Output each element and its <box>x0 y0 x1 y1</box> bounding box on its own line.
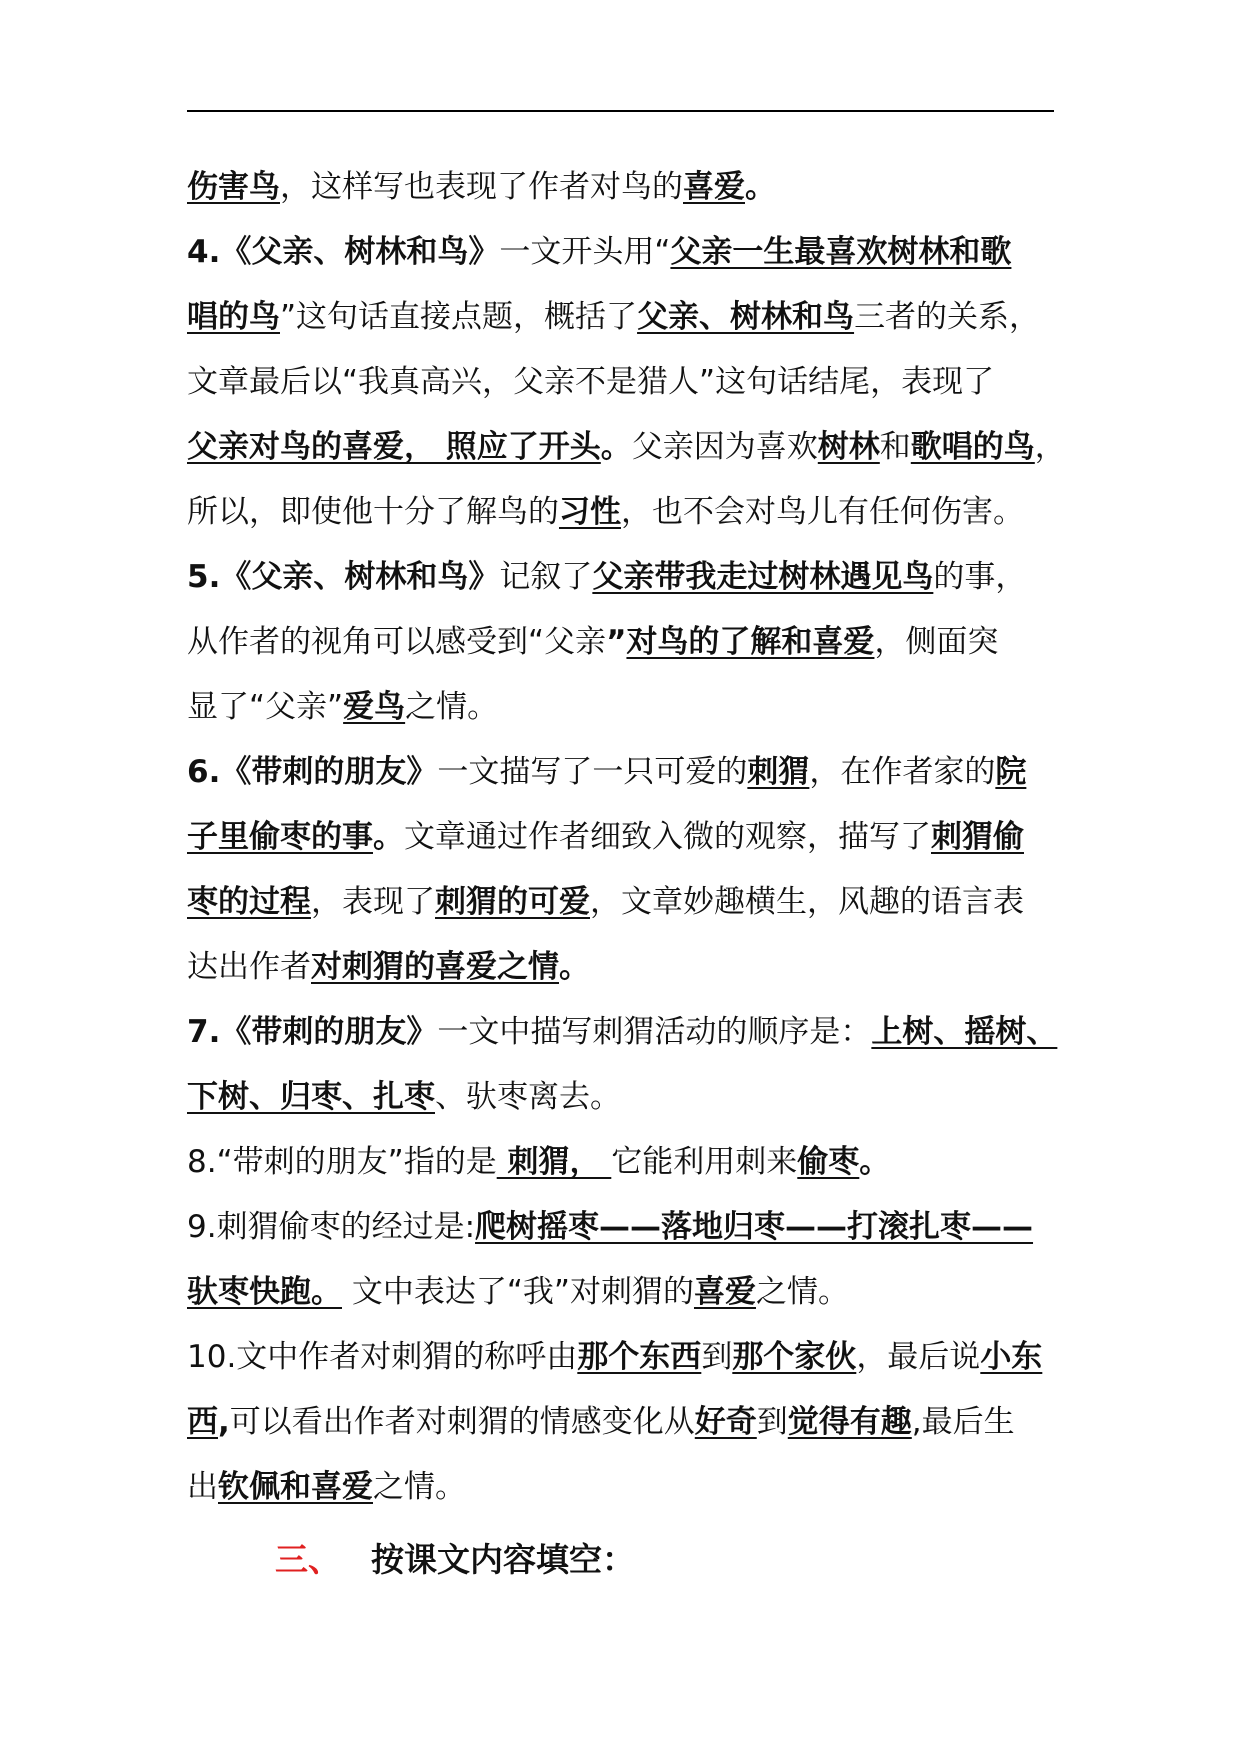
text-segment: 显了“父亲” <box>187 689 344 725</box>
text-segment: 到 <box>756 1404 788 1440</box>
text-line <box>187 415 1087 480</box>
text-segment: 出 <box>187 1469 218 1505</box>
answer-text: 驮枣快跑。 <box>187 1274 342 1310</box>
answer-text: 西 <box>187 1404 218 1440</box>
text-segment: 可以看出作者对刺猬的情感变化从 <box>229 1404 695 1440</box>
text-line <box>187 220 1087 285</box>
answer-text: 钦佩和喜爱 <box>218 1469 373 1505</box>
text-line <box>187 870 1087 935</box>
text-line <box>187 1000 1087 1065</box>
text-segment: ，最后说 <box>856 1339 981 1375</box>
answer-text: 偷枣 <box>797 1144 860 1180</box>
answer-text: 院 <box>995 754 1027 790</box>
text-segment: ，表现了 <box>311 884 435 920</box>
text-segment: 一文开头用“ <box>499 234 671 270</box>
text-segment: 和 <box>879 429 911 465</box>
answer-text: 小东 <box>980 1339 1043 1375</box>
text-line <box>187 350 1087 415</box>
text-segment: ”这句话直接点题，概括了 <box>280 299 638 335</box>
answer-text: 爱鸟 <box>343 689 406 725</box>
text-segment: 所以，即使他十分了解鸟的 <box>187 494 559 530</box>
text-segment: 之情。 <box>373 1469 466 1505</box>
text-segment: 达出作者 <box>187 949 311 985</box>
document-body <box>187 155 1087 1520</box>
answer-text: 父亲带我走过树林遇见鸟 <box>592 559 934 595</box>
text-segment: 、驮枣离去。 <box>435 1079 621 1115</box>
text-segment: 文中表达了“我”对刺猬的 <box>342 1274 694 1310</box>
answer-text: 对刺猬的喜爱之情 <box>311 949 559 985</box>
text-segment: 7.《带刺的朋友》 <box>187 1014 438 1050</box>
text-segment: ，侧面突 <box>874 624 999 660</box>
text-line <box>187 675 1087 740</box>
text-segment: 6.《带刺的朋友》 <box>187 754 438 790</box>
text-line <box>187 545 1087 610</box>
answer-text: 父亲对鸟的喜爱， 照应了开头 <box>187 429 601 465</box>
text-segment: ，文章妙趣横生，风趣的语言表 <box>590 884 1024 920</box>
text-segment: , <box>218 1404 230 1440</box>
answer-text: 父亲一生最喜欢树林和歌 <box>670 234 1012 270</box>
answer-text: 下树、归枣、扎枣 <box>187 1079 435 1115</box>
answer-text: 枣的过程 <box>187 884 311 920</box>
text-segment: 从作者的视角可以感受到“父亲 <box>187 624 607 660</box>
answer-text: 喜爱 <box>693 1274 756 1310</box>
section-heading <box>275 1530 635 1590</box>
header-rule <box>187 110 1054 112</box>
text-segment: 它能利用刺来 <box>611 1144 798 1180</box>
text-segment: 5.《父亲、树林和鸟》 <box>187 559 500 595</box>
text-segment: 一文中描写刺猬活动的顺序是： <box>437 1014 872 1050</box>
text-segment: ， <box>1034 429 1066 465</box>
text-segment: 的事， <box>933 559 1027 595</box>
text-line <box>187 480 1087 545</box>
answer-text: 刺猬 <box>747 754 810 790</box>
text-segment: 到 <box>701 1339 733 1375</box>
answer-text: 刺猬偷 <box>931 819 1024 855</box>
text-line <box>187 740 1087 805</box>
text-segment: ，这样写也表现了作者对鸟的 <box>280 169 683 205</box>
text-line <box>187 610 1087 675</box>
answer-text: 好奇 <box>694 1404 757 1440</box>
text-line <box>187 935 1087 1000</box>
text-segment: 之情。 <box>755 1274 849 1310</box>
text-segment: 父亲因为喜欢 <box>631 429 818 465</box>
answer-text: 子里偷枣的事 <box>187 819 373 855</box>
text-line <box>187 1130 1087 1195</box>
text-line <box>187 285 1087 350</box>
text-segment: ，在作者家的 <box>809 754 996 790</box>
text-segment: 一文描写了一只可爱的 <box>437 754 748 790</box>
answer-text: 习性 <box>559 494 621 530</box>
text-segment: 。 <box>559 949 590 985</box>
text-segment: ，也不会对鸟儿有任何伤害。 <box>621 494 1024 530</box>
text-line <box>187 1325 1087 1390</box>
text-segment: 。 <box>859 1144 891 1180</box>
answer-text: 觉得有趣 <box>787 1404 912 1440</box>
text-segment: 文章通过作者细致入微的观察，描写了 <box>404 819 931 855</box>
text-line <box>187 1455 1087 1520</box>
answer-text: 刺猬的可爱 <box>435 884 590 920</box>
text-segment: 文章最后以“我真高兴，父亲不是猎人”这句话结尾，表现了 <box>187 364 995 400</box>
answer-text: 上树、摇树、 <box>871 1014 1058 1050</box>
answer-text: 唱的鸟 <box>187 299 280 335</box>
text-line <box>187 1390 1087 1455</box>
answer-text: 对鸟的了解和喜爱 <box>626 624 875 660</box>
answer-text: 歌唱的鸟 <box>910 429 1035 465</box>
answer-text: 树林 <box>817 429 880 465</box>
text-segment: 记叙了 <box>499 559 593 595</box>
text-segment: 8.“带刺的朋友”指的是 <box>187 1144 497 1180</box>
text-line <box>187 155 1087 220</box>
text-segment: 。 <box>600 429 632 465</box>
text-segment: 4.《父亲、树林和鸟》 <box>187 234 500 270</box>
text-segment: ,最后生 <box>911 1404 1015 1440</box>
answer-text: 喜爱 <box>683 169 745 205</box>
text-line <box>187 1260 1087 1325</box>
answer-text: 那个家伙 <box>732 1339 857 1375</box>
text-segment: 三者的关系， <box>854 299 1041 335</box>
text-segment: 9.刺猬偷枣的经过是: <box>187 1209 476 1245</box>
text-segment: ” <box>606 624 627 660</box>
section-number: 三、 <box>275 1540 341 1579</box>
text-segment: 10.文中作者对刺猬的称呼由 <box>187 1339 578 1375</box>
section-title: 按课文内容填空： <box>371 1540 635 1579</box>
text-line <box>187 1195 1087 1260</box>
answer-text: 爬树摇枣——落地归枣——打滚扎枣—— <box>475 1209 1034 1245</box>
text-segment: 之情。 <box>405 689 499 725</box>
text-segment: 。 <box>745 169 776 205</box>
answer-text: 刺猬， <box>496 1144 612 1180</box>
text-line <box>187 1065 1087 1130</box>
answer-text: 父亲、树林和鸟 <box>637 299 855 335</box>
text-segment: 。 <box>373 819 404 855</box>
answer-text: 那个东西 <box>577 1339 702 1375</box>
answer-text: 伤害鸟 <box>187 169 280 205</box>
text-line <box>187 805 1087 870</box>
